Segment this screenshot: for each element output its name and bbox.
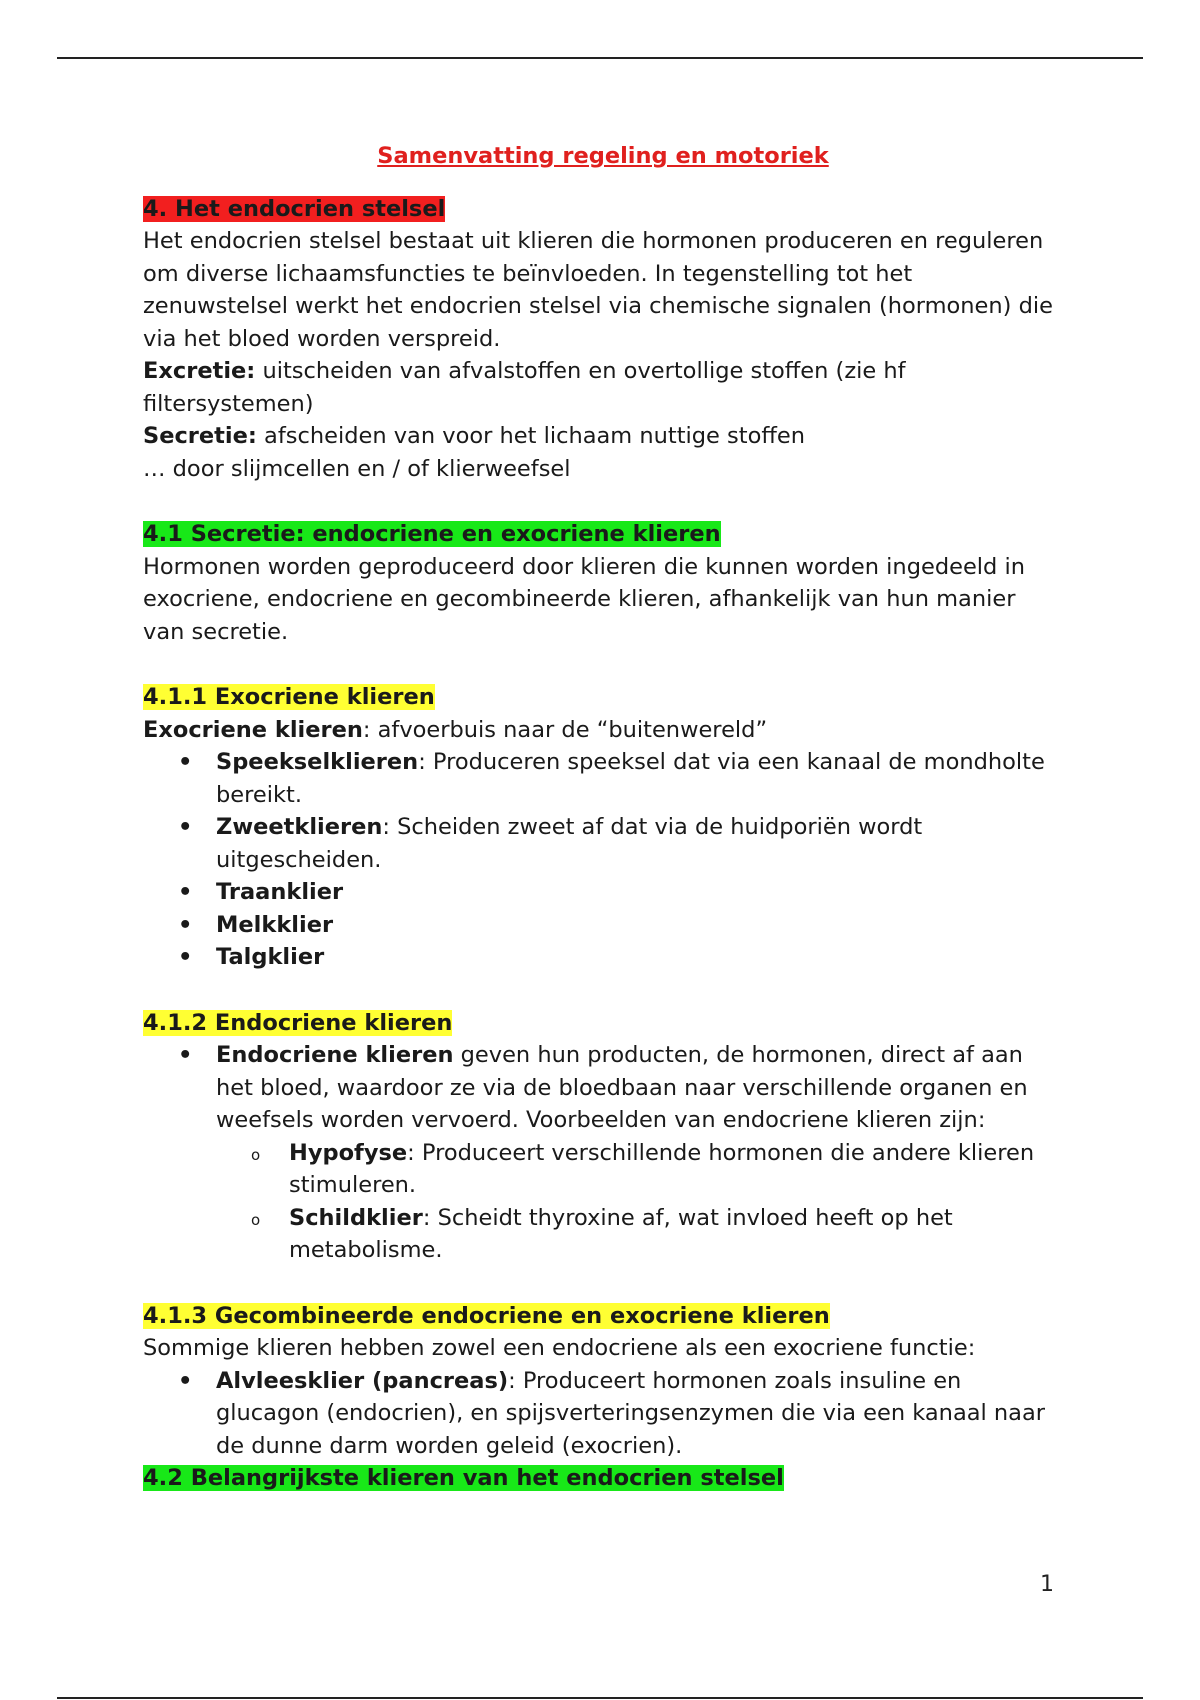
section-4-1-2-heading: 4.1.2 Endocriene klieren [143, 1009, 453, 1036]
list-item [143, 1365, 1063, 1463]
excretie-definition [143, 355, 1063, 420]
gecombineerde-list [143, 1365, 1063, 1463]
list-item-term: Alvleesklier (pancreas) [216, 1367, 509, 1394]
exocriene-definition [143, 714, 1063, 747]
section-4-heading: 4. Het endocrien stelsel [143, 195, 446, 222]
sublist-item-term: Hypofyse [289, 1139, 408, 1166]
secretie-term: Secretie: [143, 423, 257, 449]
document-body [143, 140, 1063, 1495]
list-item [143, 876, 1063, 909]
section-4-1-3-text: Sommige klieren hebben zowel een endocriene als een exocriene functie: [143, 1335, 976, 1361]
exocriene-text: : afvoerbuis naar de “buitenwereld” [362, 716, 768, 743]
list-item-term: Traanklier [216, 879, 344, 905]
secretie-definition [143, 420, 1063, 453]
list-item-term: Zweetklieren [216, 814, 383, 840]
document-title: Samenvatting regeling en motoriek [377, 143, 829, 169]
sublist-item-text: : Scheidt thyroxine af, wat invloed heeft op het metabolisme. [289, 1204, 953, 1263]
secretie-text: afscheiden van voor het lichaam nuttige stoffen [256, 423, 805, 449]
list-item [143, 746, 1063, 811]
sublist-item [216, 1137, 1063, 1202]
list-item-term: Endocriene klieren [216, 1042, 454, 1068]
list-item-text: : Scheiden zweet af dat via de huidporiën wordt uitgescheiden. [216, 814, 923, 873]
excretie-text: uitscheiden van afvalstoffen en overtollige stoffen (zie hf filtersystemen) [143, 358, 906, 417]
section-4-1-heading: 4.1 Secretie: endocriene en exocriene klieren [143, 521, 721, 547]
section-4-1-1-heading: 4.1.1 Exocriene klieren [143, 684, 435, 710]
sublist-item-text: : Produceert verschillende hormonen die andere klieren stimuleren. [289, 1139, 1035, 1198]
list-item-term: Melkklier [216, 911, 334, 938]
list-item-term: Talgklier [216, 944, 325, 970]
list-item [143, 909, 1063, 942]
section-4-1-3-heading: 4.1.3 Gecombineerde endocriene en exocriene klieren [143, 1302, 830, 1329]
list-item-text: : Produceren speeksel dat via een kanaal de mondholte bereikt. [216, 749, 1045, 808]
section-4-1 [143, 518, 1063, 648]
list-item-term: Speekselklieren [216, 749, 419, 775]
excretie-term: Excretie: [143, 358, 256, 384]
section-4-1-1 [143, 681, 1063, 974]
section-4-1-2 [143, 1007, 1063, 1267]
section-4-2-heading: 4.2 Belangrijkste klieren van het endocrien stelsel [143, 1465, 784, 1491]
list-item-text: : Produceert hormonen zoals insuline en glucagon (endocrien), en spijsverteringsenzymen die via een kanaal naar de dunne darm worden geleid (exocrien). [216, 1367, 1046, 1459]
list-item [143, 941, 1063, 974]
endocriene-sublist [216, 1137, 1063, 1267]
exocriene-term: Exocriene klieren [143, 716, 363, 743]
section-4-1-text: Hormonen worden geproduceerd door klieren die kunnen worden ingedeeld in exocriene, endocriene en gecombineerde klieren, afhankelijk van hun manier van secretie. [143, 553, 1025, 645]
list-item-text: geven hun producten, de hormonen, direct af aan het bloed, waardoor ze via de bloedbaan naar verschillende organen en weefsels worden vervoerd. Voorbeelden van endocriene klieren zijn: [216, 1042, 1028, 1133]
list-item [143, 1039, 1063, 1267]
header-rule [57, 57, 1143, 59]
page-number: 1 [1040, 1572, 1054, 1597]
footer-rule [57, 1697, 1143, 1699]
section-4-1-3 [143, 1300, 1063, 1463]
sublist-item [216, 1202, 1063, 1267]
exocriene-list [143, 746, 1063, 974]
secretie-extra: … door slijmcellen en / of klierweefsel [143, 455, 571, 482]
section-4-2 [143, 1462, 1063, 1495]
list-item [143, 811, 1063, 876]
sublist-item-term: Schildklier [289, 1204, 423, 1231]
endocriene-list [143, 1039, 1063, 1267]
section-4-intro: Het endocrien stelsel bestaat uit klieren die hormonen produceren en reguleren om diverse lichaamsfuncties te beïnvloeden. In tegenstelling tot het zenuwstelsel werkt het endocrien stelsel via chemische signalen (hormonen) die via het bloed worden verspreid. [143, 228, 1053, 352]
section-4 [143, 193, 1063, 486]
